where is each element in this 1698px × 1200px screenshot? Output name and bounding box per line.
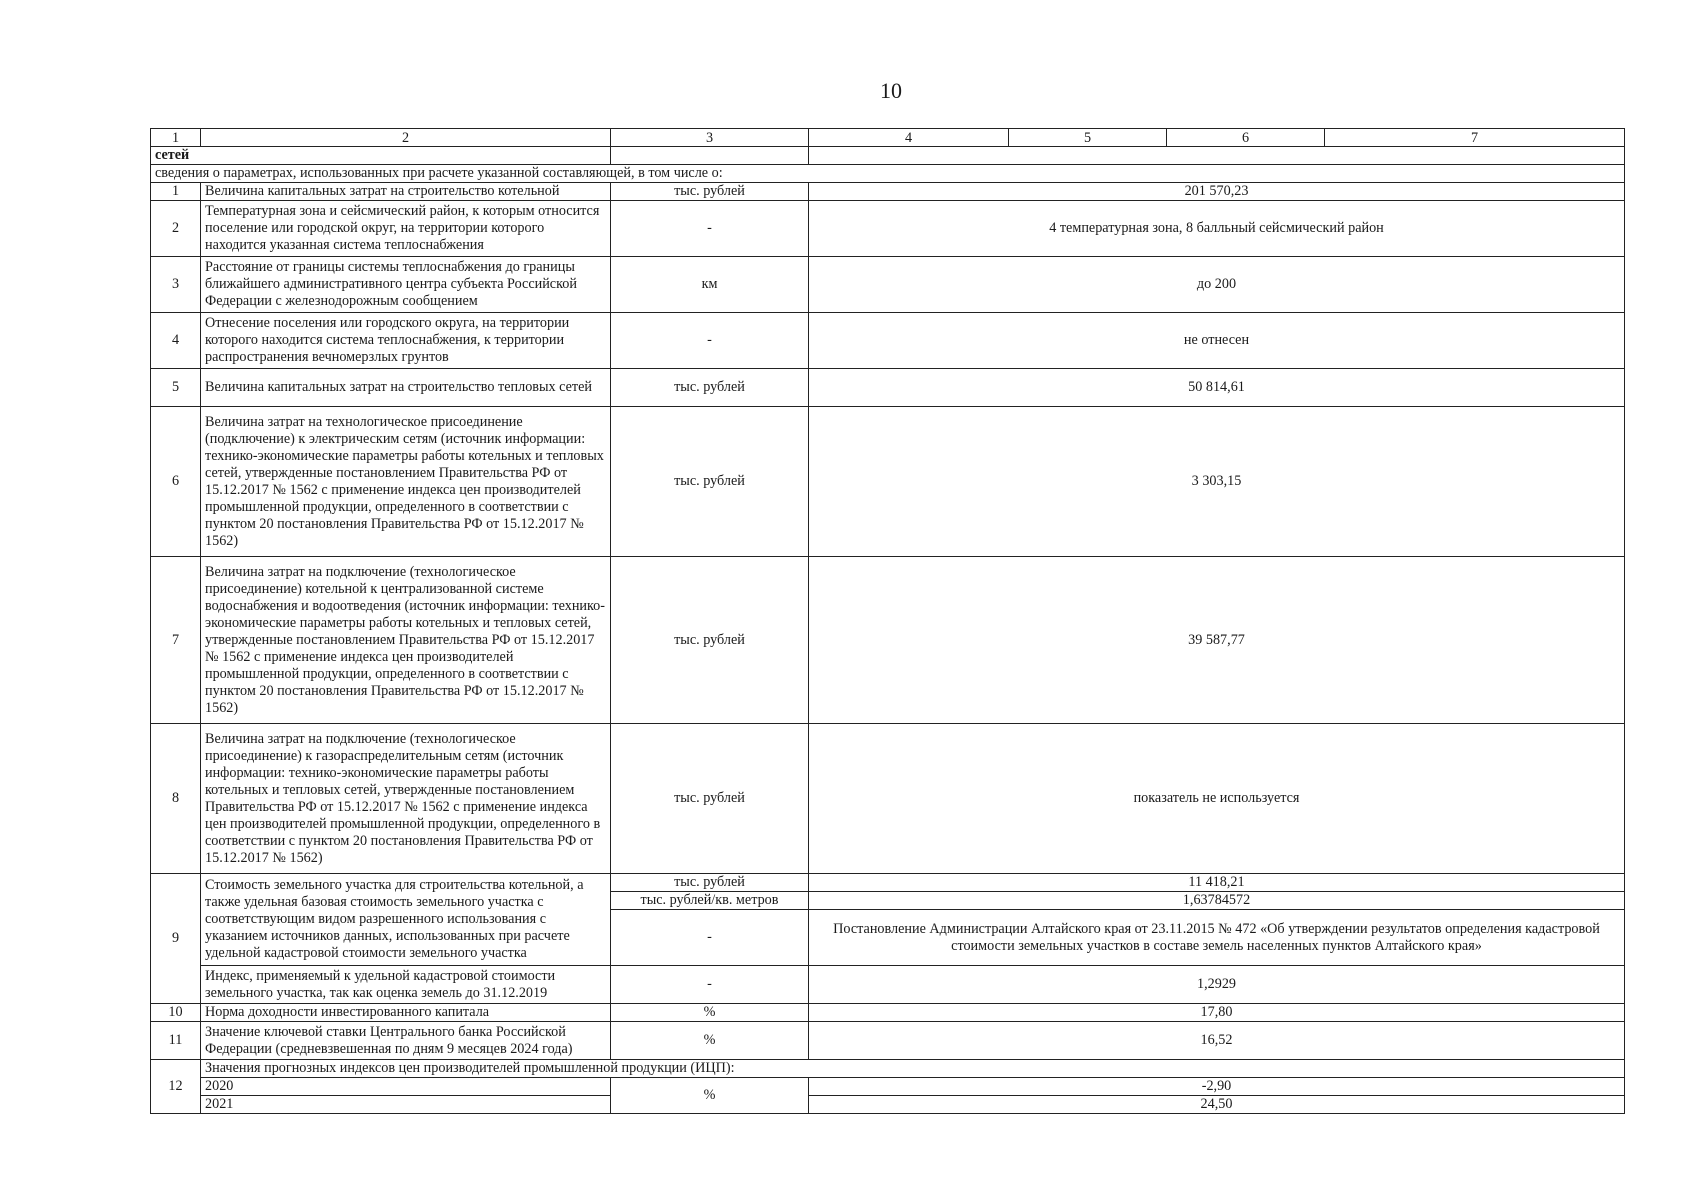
table-row — [151, 183, 1625, 201]
row-unit: - — [611, 966, 809, 1004]
header-col-1: 1 — [151, 129, 201, 147]
section-title-row — [151, 147, 1625, 165]
row-number: 3 — [151, 257, 201, 313]
row-description: Отнесение поселения или городского округа, на территории которого находится система теплоснабжения, к территории распространения вечномерзлых грунтов — [201, 313, 611, 369]
row-value: 17,80 — [809, 1004, 1625, 1022]
row-number: 9 — [151, 874, 201, 1004]
row-unit: тыс. рублей — [611, 557, 809, 724]
table-row-9d — [151, 966, 1625, 1004]
page-number: 10 — [880, 78, 902, 103]
row-unit: - — [611, 201, 809, 257]
row-number: 11 — [151, 1022, 201, 1060]
year-label: 2020 — [201, 1078, 611, 1096]
table-row-12-year — [151, 1096, 1625, 1114]
row-unit: - — [611, 910, 809, 966]
table-row — [151, 1022, 1625, 1060]
table-row-12-title — [151, 1060, 1625, 1078]
intro-row — [151, 165, 1625, 183]
row-description: Расстояние от границы системы теплоснабжения до границы ближайшего административного центра субъекта Российской Федерации с железнодорожным сообщением — [201, 257, 611, 313]
row-value: до 200 — [809, 257, 1625, 313]
row-number: 12 — [151, 1060, 201, 1114]
header-col-6: 6 — [1167, 129, 1325, 147]
row-description: Температурная зона и сейсмический район, к которым относится поселение или городской округ, на территории которого находится указанная система теплоснабжения — [201, 201, 611, 257]
row-value: 50 814,61 — [809, 369, 1625, 407]
row-description: Индекс, применяемый к удельной кадастровой стоимости земельного участка, так как оценка земель до 31.12.2019 — [201, 966, 611, 1004]
row-unit: % — [611, 1022, 809, 1060]
row-unit: тыс. рублей — [611, 724, 809, 874]
row-unit: тыс. рублей — [611, 369, 809, 407]
row-unit: % — [611, 1004, 809, 1022]
row-description: Значение ключевой ставки Центрального банка Российской Федерации (средневзвешенная по дням 9 месяцев 2024 года) — [201, 1022, 611, 1060]
header-row — [151, 129, 1625, 147]
table-row-9a — [151, 874, 1625, 892]
header-col-3: 3 — [611, 129, 809, 147]
parameters-table — [150, 128, 1625, 1114]
row-unit: тыс. рублей/кв. метров — [611, 892, 809, 910]
row-description: Стоимость земельного участка для строительства котельной, а также удельная базовая стоимость земельного участка с соответствующим видом разрешенного использования с указанием источников данных, использованных при расчете удельной кадастровой стоимости земельного участка — [201, 874, 611, 966]
row-description: Величина капитальных затрат на строительство котельной — [201, 183, 611, 201]
year-label: 2021 — [201, 1096, 611, 1114]
table-row — [151, 313, 1625, 369]
row-description: Величина затрат на технологическое присоединение (подключение) к электрическим сетям (источник информации: технико-экономические параметры работы котельных и тепловых сетей, утвержденные постановлением Правительства РФ от 15.12.2017 № 1562 с применение индекса цен производителей промышленной продукции, определенного в соответствии с пунктом 20 постановления Правительства РФ от 15.12.2017 № 1562) — [201, 407, 611, 557]
row-unit: % — [611, 1078, 809, 1114]
row-value: 24,50 — [809, 1096, 1625, 1114]
table-row — [151, 724, 1625, 874]
row-unit: тыс. рублей — [611, 874, 809, 892]
row-description: Величина затрат на подключение (технологическое присоединение) котельной к централизованной системе водоснабжения и водоотведения (источник информации: технико-экономические параметры работы котельных и тепловых сетей, утвержденные постановлением Правительства РФ от 15.12.2017 № 1562 с применение индекса цен производителей промышленной продукции, определенного в соответствии с пунктом 20 постановления Правительства РФ от 15.12.2017 № 1562) — [201, 557, 611, 724]
table-row — [151, 369, 1625, 407]
row-number: 6 — [151, 407, 201, 557]
row-description: Значения прогнозных индексов цен производителей промышленной продукции (ИЦП): — [201, 1060, 1625, 1078]
intro-text: сведения о параметрах, использованных при расчете указанной составляющей, в том числе о: — [151, 165, 1625, 183]
table-row — [151, 257, 1625, 313]
header-col-5: 5 — [1009, 129, 1167, 147]
row-value: 1,63784572 — [809, 892, 1625, 910]
header-col-7: 7 — [1325, 129, 1625, 147]
row-value: 4 температурная зона, 8 балльный сейсмический район — [809, 201, 1625, 257]
row-value: 11 418,21 — [809, 874, 1625, 892]
row-unit: тыс. рублей — [611, 407, 809, 557]
table-row — [151, 1004, 1625, 1022]
row-value: 1,2929 — [809, 966, 1625, 1004]
row-number: 4 — [151, 313, 201, 369]
row-number: 10 — [151, 1004, 201, 1022]
row-value: 201 570,23 — [809, 183, 1625, 201]
empty-cell — [809, 147, 1625, 165]
row-unit: - — [611, 313, 809, 369]
table-row-12-year — [151, 1078, 1625, 1096]
row-number: 5 — [151, 369, 201, 407]
table-row — [151, 407, 1625, 557]
row-value: 3 303,15 — [809, 407, 1625, 557]
row-value: -2,90 — [809, 1078, 1625, 1096]
row-number: 7 — [151, 557, 201, 724]
row-value: 16,52 — [809, 1022, 1625, 1060]
table-row — [151, 201, 1625, 257]
row-value: не отнесен — [809, 313, 1625, 369]
row-number: 1 — [151, 183, 201, 201]
row-description: Величина затрат на подключение (технологическое присоединение) к газораспределительным сетям (источник информации: технико-экономические параметры работы котельных и тепловых сетей, утвержденные постановлением Правительства РФ от 15.12.2017 № 1562 с применение индекса цен производителей промышленной продукции, определенного в соответствии с пунктом 20 постановления Правительства РФ от 15.12.2017 № 1562) — [201, 724, 611, 874]
header-col-4: 4 — [809, 129, 1009, 147]
row-unit: км — [611, 257, 809, 313]
row-description: Величина капитальных затрат на строительство тепловых сетей — [201, 369, 611, 407]
row-number: 2 — [151, 201, 201, 257]
table-row — [151, 557, 1625, 724]
empty-cell — [611, 147, 809, 165]
header-col-2: 2 — [201, 129, 611, 147]
row-value: Постановление Администрации Алтайского края от 23.11.2015 № 472 «Об утверждении результатов определения кадастровой стоимости земельных участков в составе земель населенных пунктов Алтайского края» — [809, 910, 1625, 966]
row-value: 39 587,77 — [809, 557, 1625, 724]
row-value: показатель не используется — [809, 724, 1625, 874]
section-title: сетей — [151, 147, 611, 165]
row-unit: тыс. рублей — [611, 183, 809, 201]
row-number: 8 — [151, 724, 201, 874]
row-description: Норма доходности инвестированного капитала — [201, 1004, 611, 1022]
